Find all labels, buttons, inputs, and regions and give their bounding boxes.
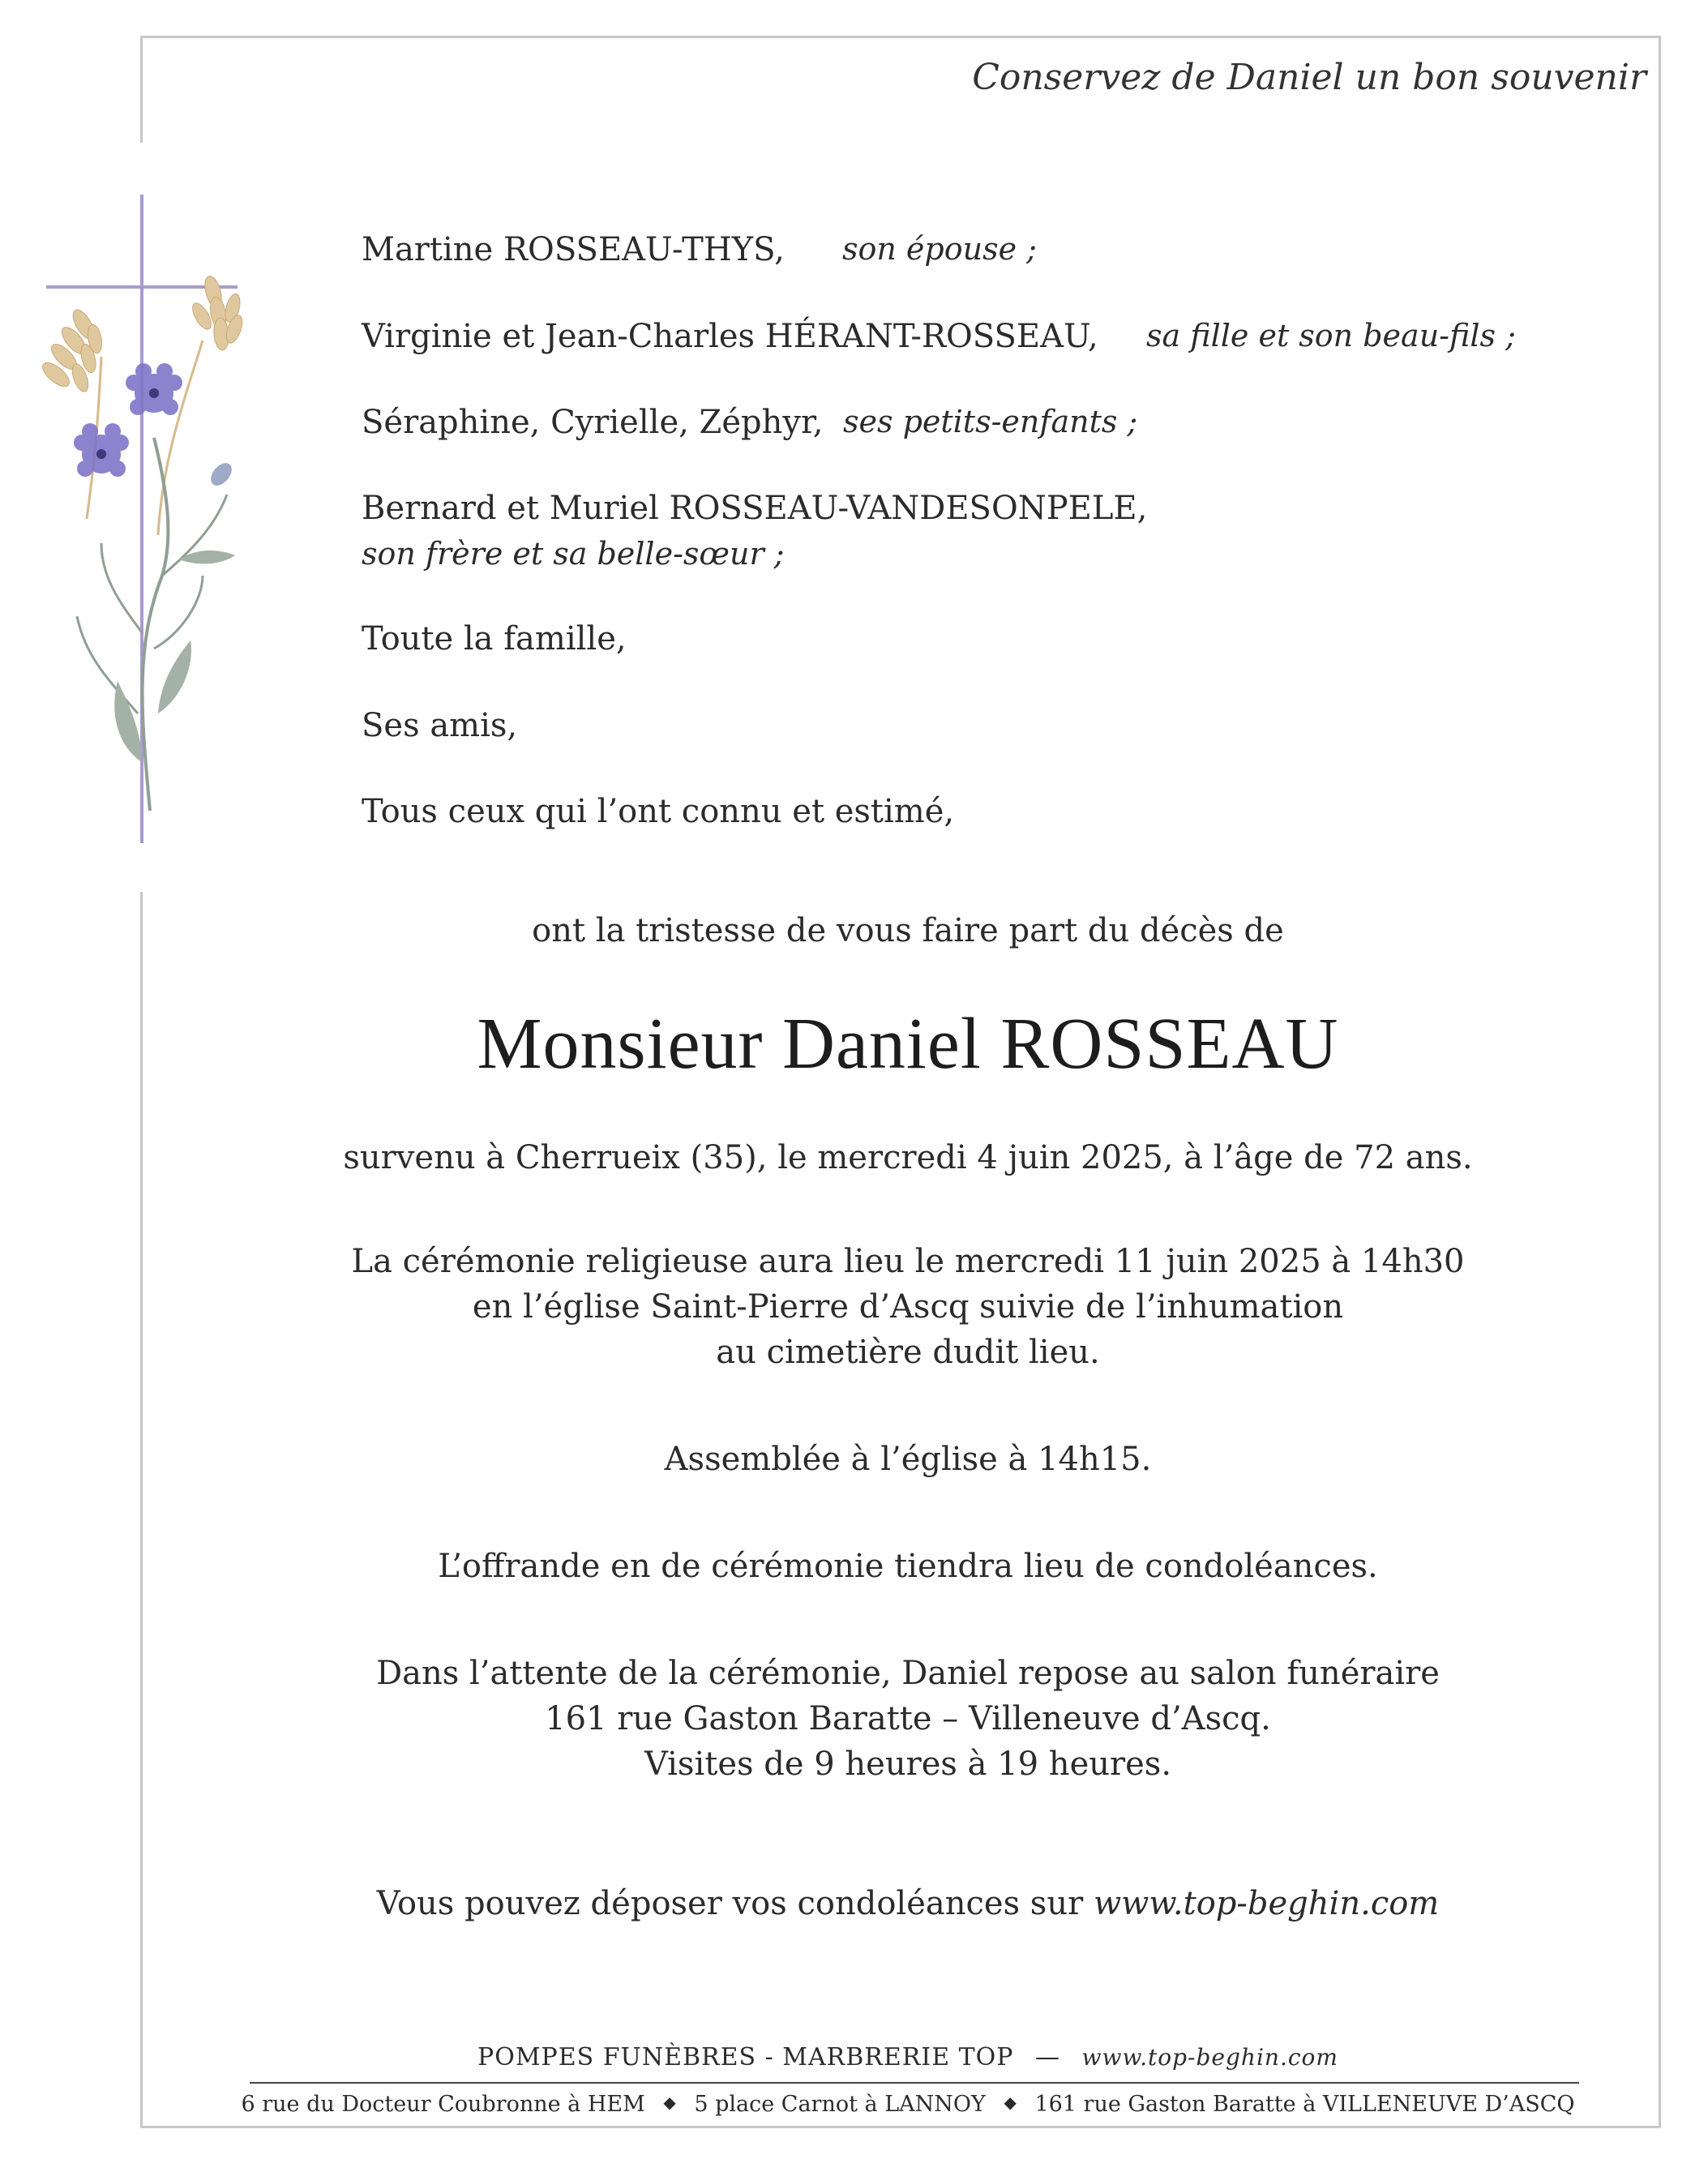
ceremony-line: au cimetière dudit lieu. bbox=[716, 1334, 1100, 1371]
assembly-block bbox=[0, 1437, 1708, 1482]
footer-addresses bbox=[0, 2092, 1708, 2117]
family-name: Ses amis, bbox=[362, 707, 518, 744]
address-lannoy: 5 place Carnot à LANNOY bbox=[694, 2092, 986, 2117]
diamond-icon: ◆ bbox=[663, 2093, 676, 2112]
wake-line: Dans l’attente de la cérémonie, Daniel repose au salon funéraire bbox=[376, 1655, 1440, 1692]
header-motto: Conservez de Daniel un bon souvenir bbox=[972, 57, 1646, 98]
death-details bbox=[0, 1135, 1708, 1180]
offering-text: L’offrande en de cérémonie tiendra lieu de condoléances. bbox=[438, 1548, 1378, 1585]
diamond-icon: ◆ bbox=[1004, 2093, 1017, 2112]
family-relation: son épouse ; bbox=[842, 231, 1037, 267]
frame-top-border bbox=[140, 36, 1661, 38]
footer-separator: — bbox=[1034, 2043, 1060, 2071]
family-relation: ses petits-enfants ; bbox=[843, 404, 1138, 439]
wake-line: 161 rue Gaston Baratte – Villeneuve d’Ascq. bbox=[545, 1700, 1271, 1737]
condolences-block bbox=[0, 1881, 1708, 1926]
family-name: Toute la famille, bbox=[362, 620, 627, 658]
cross-flowers-icon bbox=[20, 195, 255, 851]
frame-bottom-border bbox=[140, 2126, 1661, 2128]
family-name: Virginie et Jean-Charles HÉRANT-ROSSEAU, bbox=[362, 318, 1098, 355]
ceremony-block bbox=[0, 1239, 1708, 1375]
family-member-4 bbox=[362, 490, 1147, 527]
footer-company bbox=[0, 2043, 1708, 2071]
intro-text: ont la tristesse de vous faire part du décès de bbox=[532, 912, 1284, 949]
condolences-link[interactable]: www.top-beghin.com bbox=[1093, 1885, 1440, 1922]
wake-line: Visites de 9 heures à 19 heures. bbox=[644, 1746, 1172, 1783]
deceased-name: Monsieur Daniel ROSSEAU bbox=[477, 1004, 1339, 1084]
company-name: POMPES FUNÈBRES - MARBRERIE TOP bbox=[477, 2043, 1014, 2071]
wake-block bbox=[0, 1651, 1708, 1787]
ceremony-line: en l’église Saint-Pierre d’Ascq suivie de l’inhumation bbox=[472, 1288, 1344, 1326]
family-member-1 bbox=[362, 231, 1037, 268]
family-member-5 bbox=[362, 620, 627, 658]
offering-block bbox=[0, 1544, 1708, 1589]
frame-left-border-top bbox=[140, 36, 143, 143]
family-name: Tous ceux qui l’ont connu et estimé, bbox=[362, 793, 955, 830]
family-name: Bernard et Muriel ROSSEAU-VANDESONPELE, bbox=[362, 490, 1148, 527]
assembly-text: Assemblée à l’église à 14h15. bbox=[664, 1441, 1152, 1478]
family-relation: son frère et sa belle-sœur ; bbox=[362, 536, 785, 572]
address-hem: 6 rue du Docteur Coubronne à HEM bbox=[241, 2092, 645, 2117]
ceremony-line: La cérémonie religieuse aura lieu le mercredi 11 juin 2025 à 14h30 bbox=[351, 1243, 1465, 1280]
footer-divider bbox=[250, 2082, 1579, 2084]
family-relation: sa fille et son beau-fils ; bbox=[1146, 318, 1516, 353]
condolences-text: Vous pouvez déposer vos condoléances sur bbox=[376, 1885, 1084, 1922]
family-member-3 bbox=[362, 404, 1138, 441]
death-details-text: survenu à Cherrueix (35), le mercredi 4 juin 2025, à l’âge de 72 ans. bbox=[343, 1139, 1473, 1176]
address-villeneuve: 161 rue Gaston Baratte à VILLENEUVE D’ASCQ bbox=[1034, 2092, 1575, 2117]
footer-website-link[interactable]: www.top-beghin.com bbox=[1081, 2044, 1338, 2071]
family-name: Séraphine, Cyrielle, Zéphyr, bbox=[362, 404, 824, 441]
family-member-2 bbox=[362, 318, 1516, 355]
family-member-7 bbox=[362, 793, 954, 830]
announcement-intro bbox=[0, 908, 1708, 953]
family-name: Martine ROSSEAU-THYS, bbox=[362, 231, 785, 268]
family-member-6 bbox=[362, 707, 517, 744]
